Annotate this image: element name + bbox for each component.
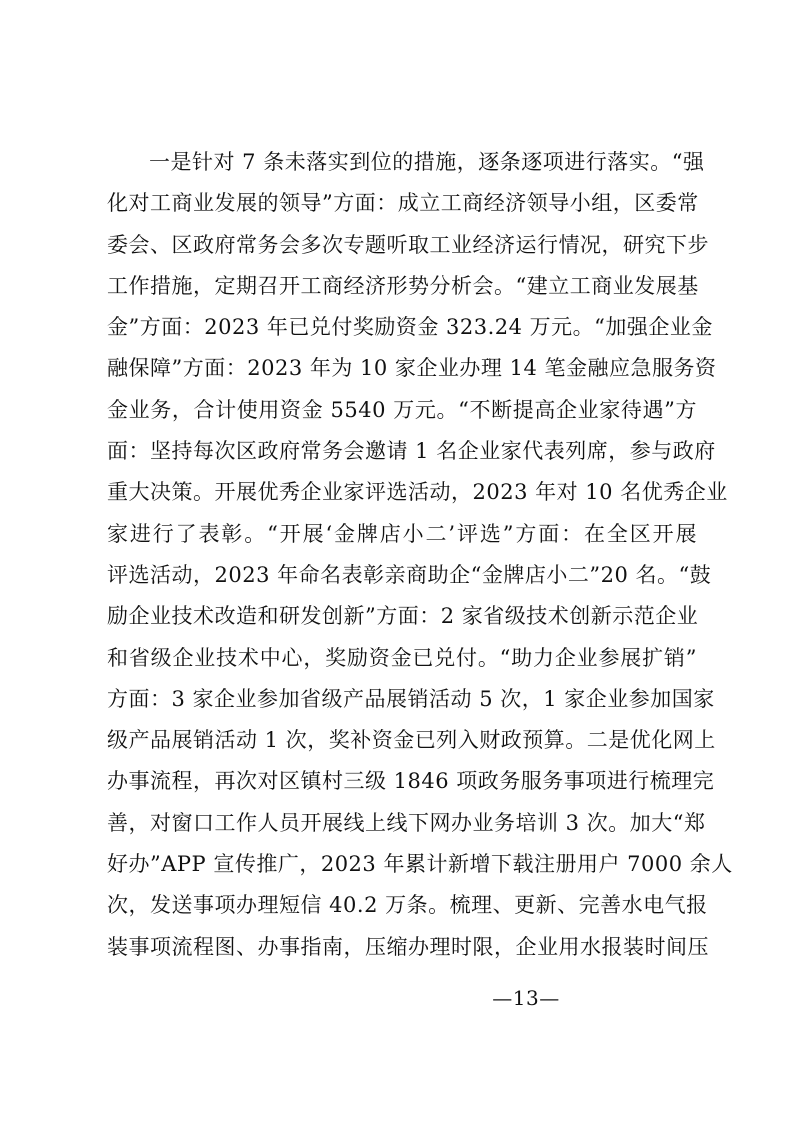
text-line: 励企业技术改造和研发创新”方面：2 家省级技术创新示范企业	[107, 604, 699, 629]
text-line: 级产品展销活动 1 次，奖补资金已列入财政预算。二是优化网上	[107, 728, 716, 753]
text-line: 评选活动，2023 年命名表彰亲商助企“金牌店小二”20 名。“鼓	[107, 562, 712, 587]
text-line: 办事流程，再次对区镇村三级 1846 项政务服务事项进行梳理完	[107, 769, 715, 794]
text-line: 善，对窗口工作人员开展线上线下网办业务培训 3 次。加大“郑	[107, 810, 706, 835]
body-paragraph	[107, 142, 733, 968]
text-line: 方面：3 家企业参加省级产品展销活动 5 次，1 家企业参加国家	[107, 686, 715, 711]
text-line: 好办”APP 宣传推广，2023 年累计新增下载注册用户 7000 余人	[107, 852, 733, 877]
text-line: 金业务，合计使用资金 5540 万元。“不断提高企业家待遇”方	[107, 397, 697, 422]
text-line: 重大决策。开展优秀企业家评选活动，2023 年对 10 名优秀企业	[107, 480, 728, 505]
text-line: 工作措施，定期召开工商经济形势分析会。“建立工商业发展基	[107, 273, 699, 298]
text-line: 装事项流程图、办事指南，压缩办理时限，企业用水报装时间压	[107, 934, 709, 959]
text-line: 融保障”方面：2023 年为 10 家企业办理 14 笔金融应急服务资	[107, 356, 717, 381]
text-line: 家进行了表彰。“开展‘金牌店小二’评选”方面：在全区开展	[107, 521, 697, 546]
text-line: 一是针对 7 条未落实到位的措施，逐条逐项进行落实。“强	[149, 150, 705, 174]
text-line: 委会、区政府常务会多次专题听取工业经济运行情况，研究下步	[107, 232, 709, 257]
text-line: 化对工商业发展的领导”方面：成立工商经济领导小组，区委常	[107, 191, 699, 216]
text-line: 金”方面：2023 年已兑付奖励资金 323.24 万元。“加强企业金	[107, 315, 713, 340]
text-line: 次，发送事项办理短信 40.2 万条。梳理、更新、完善水电气报	[107, 893, 708, 918]
text-line: 面：坚持每次区政府常务会邀请 1 名企业家代表列席，参与政府	[107, 439, 716, 464]
page-number: —13—	[492, 986, 560, 1010]
text-line: 和省级企业技术中心，奖励资金已兑付。“助力企业参展扩销”	[107, 645, 697, 670]
